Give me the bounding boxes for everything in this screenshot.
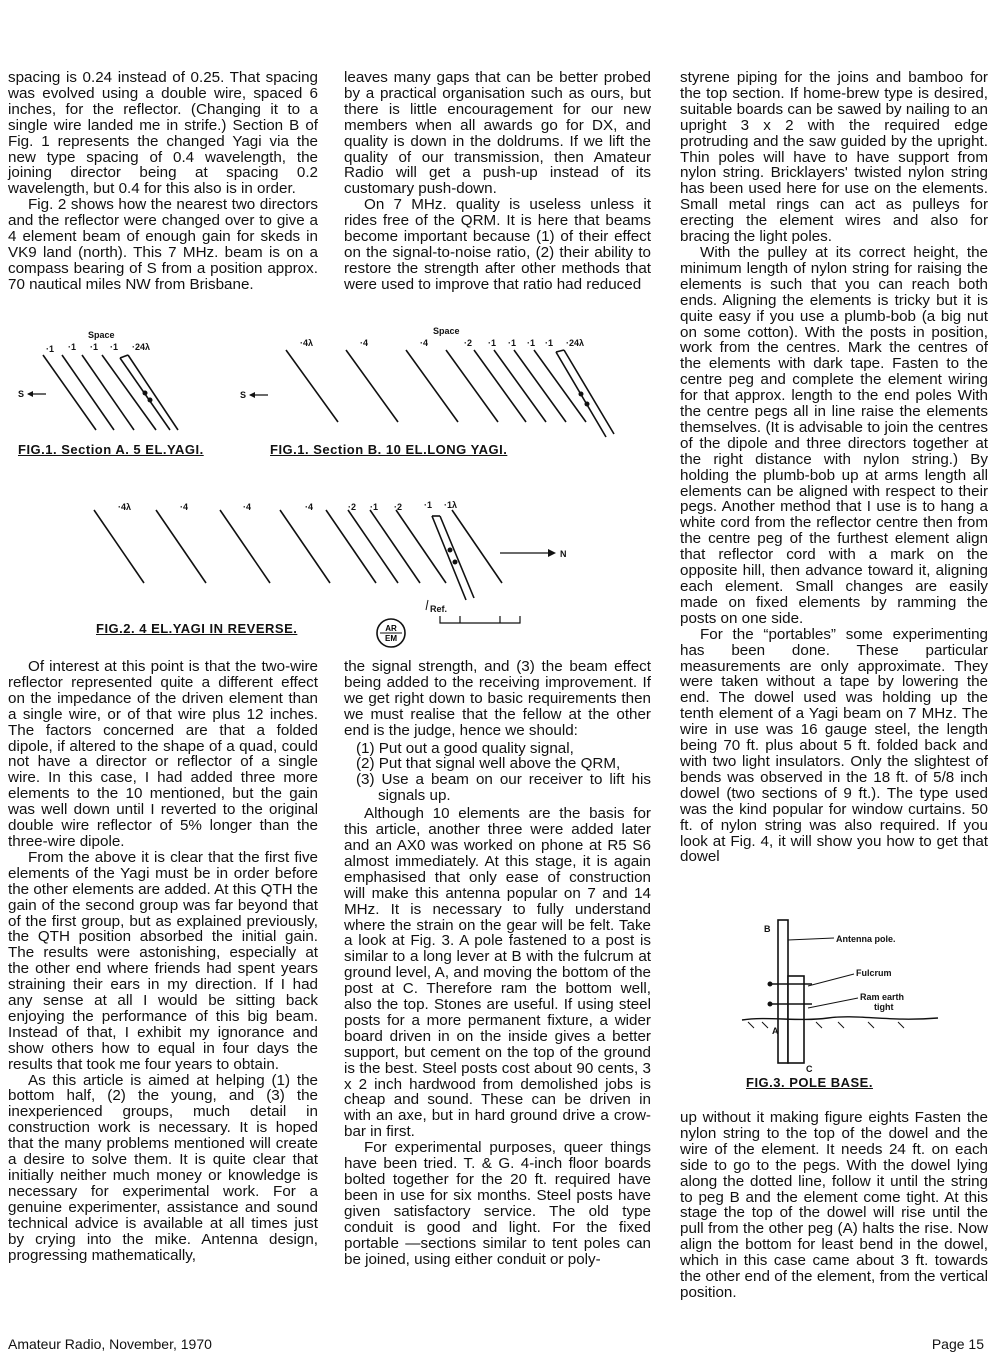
label-c: C [806,1064,813,1073]
paragraph: Of interest at this point is that the two-wire reflector represented quite a different effect on the impedance of the driven element than a single wire, or of that wire plus 12 inches. The factors concerned are that a folded dipole, if altered to the shape of a quad, could not have a director or reflector of a single wire. In this case, I had added three more elements to the 10 mentioned, but the gain was well down until I reverted to the original double wire reflector of 5% longer than the three-wire dipole. [8,658,318,850]
spacing-label: ·1 [110,342,119,352]
spacing-label: ·1 [527,338,536,348]
yagi-elements [94,510,502,600]
spacing-label: ·4 [180,502,189,512]
column-3-bottom [680,1110,988,1301]
label-b: B [764,924,771,934]
spacing-label: ·1 [424,500,433,510]
fig2-diagram [80,488,600,638]
paragraph: the signal strength, and (3) the beam effect being added to the receiving improvement. If we get right down to basic requirements then we must realise that the fellow at the other end is the judge, hence we should: [344,658,651,739]
label-antenna-pole: Antenna pole. [836,934,896,944]
list-item: (1) Put out a good quality signal, [356,739,574,757]
spacing-label: ·4λ [118,502,132,512]
spacing-label: ·4 [305,502,314,512]
ar-em-logo [375,617,407,649]
space-label: Space [88,330,115,340]
spacing-label: ·2 [348,502,357,512]
list-item: (2) Put that signal well above the QRM, [356,755,621,773]
spacing-label: ·1 [370,502,379,512]
spacing-label: ·2 [394,502,403,512]
ground-line [742,1017,938,1020]
paragraph: Although 10 elements are the basis for this article, another three were added later and an AX0 was worked on phone at R5 S6 almost immediately. At this stage, it is again emphasised that only ease of construction will make this antenna popular on 7 and 14 MHz. It is necessary to fully understand where the strain on the gear will be felt. Take a look at Fig. 3. A pole fastened to a post is similar to a long lever at B with the fulcrum at ground level, A, and moving the bottom of the post at C. Therefore ram the bottom well, also the top. Stones are useful. If using steel posts for a more permanent fixture, a wider board driven in on the inside gives a better support, but cement on the top of the ground is the best. Steel posts cost about 90 cents, 3 x 2 inch hardwood from demolished jobs is cheap and sound. These can be driven in with an axe, but in hard ground drive a crow-bar in first. [344,805,651,1141]
spacing-label: ·1 [545,338,554,348]
paragraph: From the above it is clear that the first five elements of the Yagi must be in order before the other elements are added. At this QTH the gain of the second group was far beyond that of the first group, but as explained previously, the QTH position absorbed the initial gain. The results were astonishing, especially at the other end where friends had spent years straining their ears in my direction. If I had any sense at all I would be sitting back enjoying the performance of this big beam. Instead of that, I exhibit my ignorance and show others how to equal in four days the results that took me four years to obtain. [8,848,318,1073]
spacing-label: ·1 [68,342,77,352]
footer-publication: Amateur Radio, November, 1970 [8,1336,212,1352]
arrow-icon [27,391,33,397]
paragraph: As this article is aimed at helping (1) the bottom half, (2) the young, and (3) the inexperienced groups, much detail in construction work is necessary. It is hoped that the many problems mentioned will create a desire to solve them. It is quite clear that initially neither much money or knowledge is necessary for experimental work. For a genuine experimenter, assistance and sound technical advice is available at all times just by crying into the mike. Antenna design, progressing mathematically, [8,1071,318,1264]
column-1-top [8,70,318,293]
arrow-icon [249,392,255,398]
column-1-bottom [8,659,318,1263]
label-fulcrum: Fulcrum [856,968,892,978]
fig3-pole-base-diagram [738,918,948,1073]
label-a: A [772,1026,779,1036]
spacing-label: ·4 [360,338,369,348]
logo-text: EM [385,634,397,643]
paragraph: Fig. 2 shows how the nearest two directors and the reflector were changed over to give a 4 element beam of enough gain for skeds in VK9 land (north). This 7 MHz. beam is on a compass bearing of S from a position approx. 70 nautical miles NW from Brisbane. [8,196,318,293]
requirements-list [344,741,651,805]
direction-label: S [18,389,25,399]
paragraph: leaves many gaps that can be better probed by a practical organisation such as ours, but there is little encouragement for our new members when all awards go for DX, and quality is down in the doldrums. If we lift the quality of our transmission, then Amateur Radio will get a push-up instead of its customary push-down. [344,69,651,198]
spacing-label: ·24λ [566,338,585,348]
spacing-label: ·4 [243,502,252,512]
spacing-label: ·1 [488,338,497,348]
yagi-elements [286,350,614,437]
direction-label: S [240,390,247,400]
fig1-section-a-diagram [10,325,260,450]
paragraph: up without it making figure eights Fasten the nylon string to the top of the dowel and the wire of the element. It needs 24 ft. on each side to go to the pegs. With the dowel lying along the dotted line, follow it until the string to peg B and the element come tight. At this stage the top of the dowel will rise until the pull from the other peg (A) halts the rise. Now align the bottom for least bend in the dowel, which in this case came about 3 ft. towards the other end of the element, from the vertical position. [680,1109,988,1301]
arrow-icon [548,549,556,557]
spacing-label: ·1λ [444,500,458,510]
spacing-label: ·4 [420,338,429,348]
antenna-pole [778,920,788,1063]
fig1b-caption: FIG.1. Section B. 10 EL.LONG YAGI. [270,442,508,457]
fig3-caption: FIG.3. POLE BASE. [746,1075,873,1090]
column-3 [680,70,988,865]
label-ram-earth: Ram earth [860,992,905,1002]
space-label: Space [433,326,460,336]
footer-page-number: Page 15 [931,1336,984,1352]
spacing-label: ·2 [464,338,473,348]
paragraph: On 7 MHz. quality is useless unless it rides free of the QRM. It is here that beams become important because (1) of their effect on the signal-to-noise ratio, (2) their ability to restore the strength after other methods that were used to improve that ratio had reduced [344,196,651,293]
fig1a-caption: FIG.1. Section A. 5 EL.YAGI. [18,442,204,457]
column-2-top [344,70,651,293]
fig1-section-b-diagram [238,322,648,447]
paragraph: styrene piping for the joins and bamboo for the top section. If home-brew type is desired, suitable boards can be sawed by nailing to an upright 3 x 2 with the required edge protruding and the saw guided by the upright. Thin poles will have to have support from nylon string. Bricklayers' twisted nylon string has been used here for use on the elements. Small metal rings can act as pulleys for erecting the element wires and also for bracing the light poles. [680,69,988,246]
direction-label: N [560,549,567,559]
yagi-elements [43,355,178,430]
paragraph: For the “portables” some experimenting has been done. These particular measurements are only approximate. They were taken without a tape by lowering the end. The dowel used was holding up the tenth element of a Yagi beam on 7 MHz. The wire in use was 16 gauge steel, the length being 70 ft. plus about 5 ft. folded back and with two light insulators. Only the slightest of bends was observed in the 18 ft. of 5/8 inch dowel (two sections of 9 ft.). The type used was the kind popular for window curtains. 50 ft. of nylon string was also required. If you look at Fig. 4, it will show you how to get that dowel [680,625,988,866]
spacing-label: ·4λ [300,338,314,348]
paragraph: spacing is 0.24 instead of 0.25. That spacing was evolved using a double wire, spaced 6 inches, for the reflector. (Changing it to a single wire landed me in strife.) Section B of Fig. 1 represents the changed Yagi via the new type spacing of 0.4 wavelength, the joining director being at spacing 0.2 wavelength, but 0.4 for this also is in order. [8,69,318,198]
spacing-label: ·1 [90,342,99,352]
fig2-caption: FIG.2. 4 EL.YAGI IN REVERSE. [96,621,298,636]
logo-text: AR [385,624,397,633]
spacing-label: ·24λ [132,342,151,352]
label-tight: tight [874,1002,894,1012]
spacing-label: ·1 [508,338,517,348]
paragraph: For experimental purposes, queer things have been tried. T. & G. 4-inch floor boards bolted together for the 20 ft. required have been in use for six months. Steel posts have given satisfactory service. The old type conduit is good and light. For the fixed portable —sections similar to tent poles can be joined, using either conduit or poly- [344,1139,651,1268]
paragraph: With the pulley at its correct height, the minimum length of nylon string for raising the elements is such that you can reach both ends. Aligning the elements is tricky but it is quite easy if you use a plumb-bob (a big nut on some cotton). With the posts in position, work from the centres. Mark the centres of the elements with dark tape. Fasten to the centre peg and complete the element wiring for that approx. length to the end poles With the centre pegs all in line raise the elements themselves. (It is advisable to join the centres of the dipole and three directors together at the right distance with nylon string.) By holding the plumb-bob up at arms length all elements can be aligned with respect to their pegs. Another method that I use is to hang a white cord from the reflector centre then from the centre peg of the furthest element align that reflector cord with a mark on the opposite hill, then advance toward it, aligning each element. Small changes are easily made on fixed elements by ramming the posts on one side. [680,243,988,627]
column-2-bottom [344,659,651,1267]
ref-label: Ref. [430,604,448,614]
spacing-label: ·1 [46,344,55,354]
list-item: (3) Use a beam on our receiver to lift his signals up. [356,771,651,805]
